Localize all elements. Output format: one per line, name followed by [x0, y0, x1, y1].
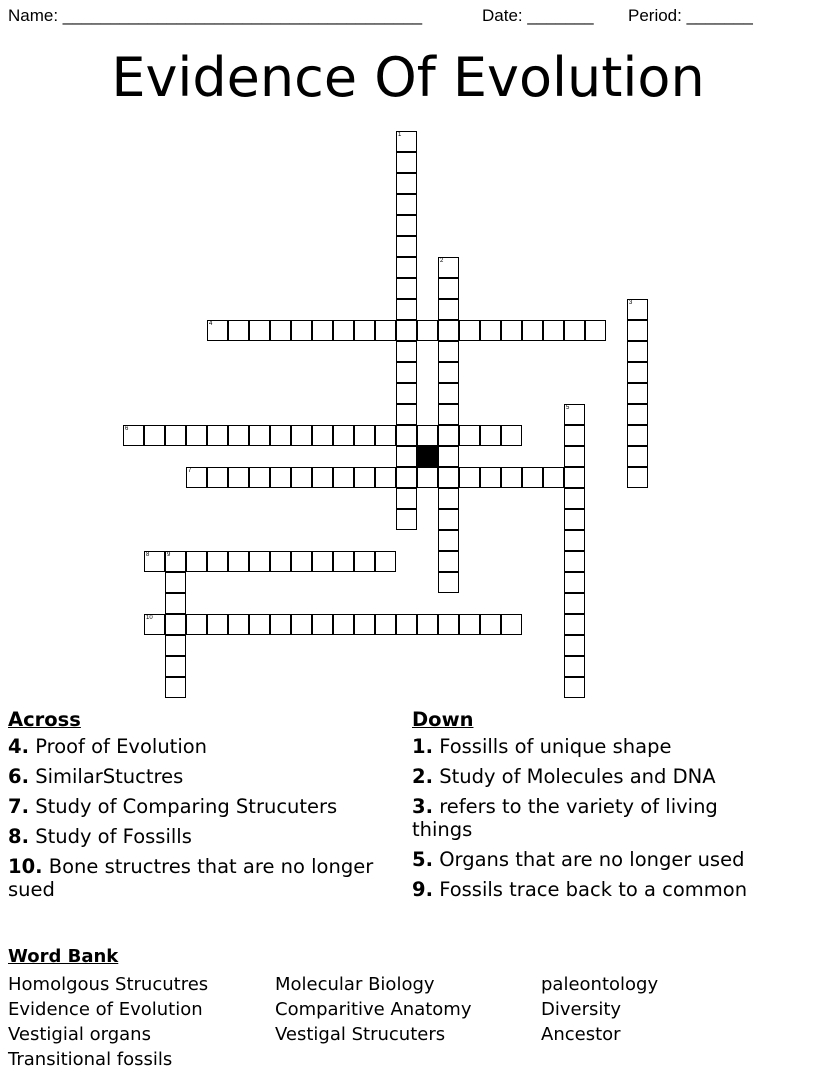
crossword-cell[interactable]	[396, 404, 417, 425]
crossword-cell[interactable]	[165, 572, 186, 593]
crossword-cell[interactable]	[438, 446, 459, 467]
crossword-cell[interactable]	[165, 635, 186, 656]
crossword-cell[interactable]	[396, 383, 417, 404]
crossword-cell[interactable]	[459, 467, 480, 488]
page-title: Evidence Of Evolution	[111, 46, 705, 109]
crossword-cell[interactable]	[501, 320, 522, 341]
crossword-cell[interactable]	[438, 425, 459, 446]
crossword-cell[interactable]	[627, 341, 648, 362]
crossword-cell[interactable]	[627, 467, 648, 488]
down-clue: 1. Fossills of unique shape	[412, 735, 672, 758]
crossword-cell[interactable]	[564, 635, 585, 656]
crossword-cell[interactable]	[522, 467, 543, 488]
crossword-cell[interactable]	[207, 551, 228, 572]
crossword-cell[interactable]	[249, 614, 270, 635]
crossword-cell[interactable]	[564, 425, 585, 446]
crossword-cell[interactable]	[501, 614, 522, 635]
word-bank-item: Vestigial organs	[8, 1024, 151, 1045]
crossword-cell[interactable]	[249, 467, 270, 488]
crossword-cell[interactable]	[480, 425, 501, 446]
date-field[interactable]: Date: _______	[482, 6, 594, 25]
word-bank-item: Diversity	[541, 999, 622, 1020]
crossword-cell[interactable]	[291, 425, 312, 446]
crossword-cell[interactable]	[354, 551, 375, 572]
crossword-cell[interactable]	[501, 425, 522, 446]
crossword-cell[interactable]	[291, 614, 312, 635]
clue-number: 6	[125, 426, 129, 432]
clue-number: 9	[167, 552, 171, 558]
crossword-cell[interactable]	[438, 362, 459, 383]
crossword-cell[interactable]	[375, 467, 396, 488]
crossword-cell[interactable]	[396, 467, 417, 488]
word-bank-item: Evidence of Evolution	[8, 999, 203, 1020]
crossword-cell[interactable]	[396, 173, 417, 194]
name-field[interactable]: Name: ______________________________________	[8, 6, 423, 25]
crossword-cell[interactable]	[564, 488, 585, 509]
crossword-cell[interactable]	[354, 425, 375, 446]
crossword-cell[interactable]	[438, 467, 459, 488]
crossword-cell[interactable]	[165, 593, 186, 614]
down-clue: 9. Fossils trace back to a common	[412, 878, 748, 901]
across-clue: 8. Study of Fossills	[8, 825, 192, 848]
crossword-cell[interactable]	[270, 425, 291, 446]
crossword-cell[interactable]	[186, 551, 207, 572]
crossword-cell[interactable]	[354, 467, 375, 488]
crossword-cell[interactable]	[396, 278, 417, 299]
crossword-cell[interactable]	[207, 320, 228, 341]
word-bank-column	[8, 972, 208, 1072]
crossword-cell[interactable]	[564, 446, 585, 467]
across-clue: 6. SimilarStuctres	[8, 765, 184, 788]
crossword-cell[interactable]	[438, 341, 459, 362]
crossword-cell[interactable]	[438, 299, 459, 320]
crossword-cell[interactable]	[564, 677, 585, 698]
crossword-cell[interactable]	[480, 320, 501, 341]
crossword-cell[interactable]	[228, 425, 249, 446]
crossword-cell[interactable]	[396, 341, 417, 362]
crossword-cell[interactable]	[312, 425, 333, 446]
clue-number: 5	[566, 405, 570, 411]
crossword-cell[interactable]	[564, 467, 585, 488]
crossword-cell[interactable]	[501, 467, 522, 488]
down-clue: 5. Organs that are no longer used	[412, 848, 745, 871]
crossword-cell[interactable]	[438, 278, 459, 299]
crossword-cell[interactable]	[438, 551, 459, 572]
crossword-cell[interactable]	[459, 425, 480, 446]
crossword-cell[interactable]	[207, 467, 228, 488]
clue-number: 8	[146, 552, 150, 558]
crossword-cell[interactable]	[291, 320, 312, 341]
crossword-cell[interactable]	[396, 488, 417, 509]
crossword-cell[interactable]	[186, 614, 207, 635]
crossword-cell[interactable]	[627, 383, 648, 404]
crossword-cell[interactable]	[564, 551, 585, 572]
crossword-cell[interactable]	[312, 551, 333, 572]
word-bank-column	[541, 972, 658, 1047]
crossword-cell[interactable]	[270, 551, 291, 572]
crossword-cell[interactable]	[564, 614, 585, 635]
crossword-cell[interactable]	[522, 320, 543, 341]
across-clues	[8, 708, 393, 908]
word-bank-item: Ancestor	[541, 1024, 621, 1045]
crossword-cell[interactable]	[396, 362, 417, 383]
crossword-cell[interactable]	[396, 257, 417, 278]
crossword-cell[interactable]	[417, 467, 438, 488]
crossword-cell[interactable]	[165, 677, 186, 698]
crossword-cell[interactable]	[270, 320, 291, 341]
crossword-cell[interactable]	[417, 320, 438, 341]
down-heading: Down	[412, 708, 474, 731]
crossword-black-cell	[417, 446, 438, 467]
crossword-cell[interactable]	[165, 656, 186, 677]
crossword-cell[interactable]	[333, 425, 354, 446]
down-clues	[412, 708, 772, 908]
crossword-cell[interactable]	[249, 320, 270, 341]
crossword-cell[interactable]	[375, 425, 396, 446]
crossword-cell[interactable]	[144, 614, 165, 635]
crossword-cell[interactable]	[564, 593, 585, 614]
crossword-cell[interactable]	[270, 467, 291, 488]
crossword-cell[interactable]	[564, 530, 585, 551]
crossword-cell[interactable]	[564, 320, 585, 341]
crossword-cell[interactable]	[165, 551, 186, 572]
crossword-cell[interactable]	[291, 551, 312, 572]
crossword-cell[interactable]	[396, 236, 417, 257]
across-clue: 10. Bone structres that are no longer sued	[8, 855, 374, 901]
crossword-cell[interactable]	[165, 614, 186, 635]
crossword-cell[interactable]	[396, 299, 417, 320]
crossword-cell[interactable]	[228, 320, 249, 341]
period-field[interactable]: Period: _______	[628, 6, 753, 25]
crossword-cell[interactable]	[165, 425, 186, 446]
crossword-cell[interactable]	[417, 425, 438, 446]
clue-number: 2	[440, 258, 444, 264]
word-bank-heading: Word Bank	[8, 946, 119, 967]
crossword-cell[interactable]	[144, 551, 165, 572]
crossword-cell[interactable]	[375, 614, 396, 635]
crossword-cell[interactable]	[438, 404, 459, 425]
crossword-cell[interactable]	[312, 320, 333, 341]
crossword-cell[interactable]	[354, 320, 375, 341]
crossword-cell[interactable]	[396, 320, 417, 341]
crossword-cell[interactable]	[459, 320, 480, 341]
crossword-cell[interactable]	[438, 383, 459, 404]
crossword-cell[interactable]	[627, 299, 648, 320]
word-bank-item: Transitional fossils	[8, 1049, 173, 1070]
crossword-cell[interactable]	[228, 467, 249, 488]
crossword-cell[interactable]	[480, 467, 501, 488]
crossword-cell[interactable]	[186, 467, 207, 488]
crossword-cell[interactable]	[438, 257, 459, 278]
crossword-cell[interactable]	[312, 614, 333, 635]
crossword-cell[interactable]	[438, 509, 459, 530]
crossword-cell[interactable]	[228, 614, 249, 635]
across-heading: Across	[8, 708, 81, 731]
crossword-cell[interactable]	[585, 320, 606, 341]
across-clue: 7. Study of Comparing Strucuters	[8, 795, 338, 818]
crossword-cell[interactable]	[123, 425, 144, 446]
crossword-cell[interactable]	[627, 404, 648, 425]
crossword-cell[interactable]	[627, 446, 648, 467]
word-bank-column	[275, 972, 472, 1047]
crossword-cell[interactable]	[207, 425, 228, 446]
crossword-cell[interactable]	[396, 194, 417, 215]
crossword-cell[interactable]	[627, 320, 648, 341]
crossword-cell[interactable]	[375, 551, 396, 572]
crossword-cell[interactable]	[333, 551, 354, 572]
crossword-cell[interactable]	[333, 467, 354, 488]
crossword-cell[interactable]	[396, 215, 417, 236]
down-clue: 2. Study of Molecules and DNA	[412, 765, 716, 788]
crossword-cell[interactable]	[249, 551, 270, 572]
crossword-cell[interactable]	[480, 614, 501, 635]
crossword-cell[interactable]	[354, 614, 375, 635]
crossword-cell[interactable]	[438, 488, 459, 509]
crossword-cell[interactable]	[564, 656, 585, 677]
crossword-cell[interactable]	[396, 425, 417, 446]
down-clue: 3. refers to the variety of living things	[412, 795, 718, 841]
crossword-cell[interactable]	[543, 320, 564, 341]
crossword-cell[interactable]	[144, 425, 165, 446]
clue-number: 10	[146, 615, 153, 621]
crossword-cell[interactable]	[543, 467, 564, 488]
crossword-cell[interactable]	[291, 467, 312, 488]
clue-number: 3	[629, 300, 633, 306]
word-bank-item: Vestigal Strucuters	[275, 1024, 446, 1045]
crossword-cell[interactable]	[564, 509, 585, 530]
word-bank-item: paleontology	[541, 974, 659, 995]
crossword-cell[interactable]	[312, 467, 333, 488]
crossword-cell[interactable]	[396, 446, 417, 467]
word-bank-item: Comparitive Anatomy	[275, 999, 472, 1020]
crossword-cell[interactable]	[396, 131, 417, 152]
crossword-cell[interactable]	[438, 572, 459, 593]
crossword-cell[interactable]	[627, 425, 648, 446]
clue-number: 7	[188, 468, 192, 474]
clue-number: 4	[209, 321, 213, 327]
word-bank-item: Molecular Biology	[275, 974, 435, 995]
crossword-cell[interactable]	[249, 425, 270, 446]
crossword-cell[interactable]	[564, 404, 585, 425]
crossword-cell[interactable]	[186, 425, 207, 446]
crossword-cell[interactable]	[375, 320, 396, 341]
crossword-cell[interactable]	[438, 530, 459, 551]
clue-number: 1	[398, 132, 402, 138]
crossword-cell[interactable]	[333, 320, 354, 341]
crossword-cell[interactable]	[228, 551, 249, 572]
crossword-cell[interactable]	[333, 614, 354, 635]
crossword-cell[interactable]	[438, 614, 459, 635]
crossword-cell[interactable]	[396, 509, 417, 530]
across-clue: 4. Proof of Evolution	[8, 735, 208, 758]
crossword-cell[interactable]	[417, 614, 438, 635]
crossword-cell[interactable]	[396, 152, 417, 173]
crossword-cell[interactable]	[564, 572, 585, 593]
crossword-cell[interactable]	[207, 614, 228, 635]
crossword-cell[interactable]	[438, 320, 459, 341]
crossword-cell[interactable]	[627, 362, 648, 383]
crossword-cell[interactable]	[270, 614, 291, 635]
crossword-cell[interactable]	[459, 614, 480, 635]
word-bank-item: Homolgous Strucutres	[8, 974, 209, 995]
crossword-cell[interactable]	[396, 614, 417, 635]
